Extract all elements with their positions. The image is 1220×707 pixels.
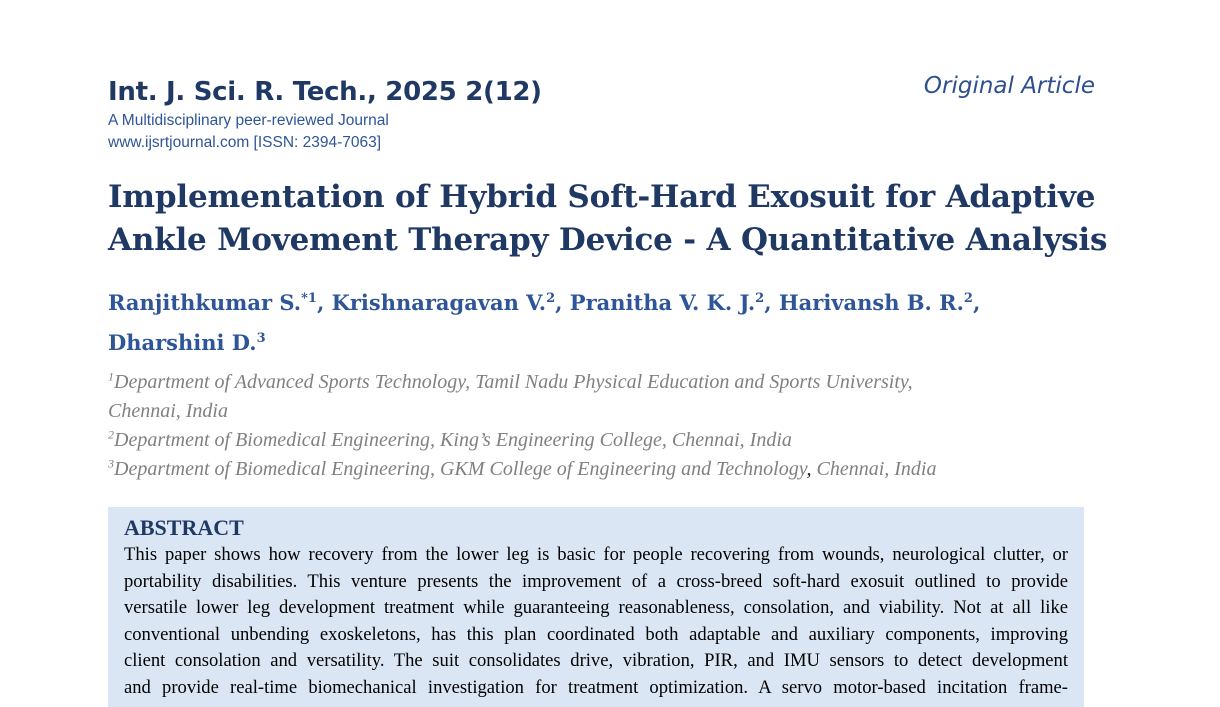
author-line bbox=[108, 283, 1108, 323]
abstract-line: This paper shows how recovery from the lower leg is basic for people recovering from wounds, neurological clutter, or bbox=[124, 544, 1068, 565]
journal-url-link[interactable]: www.ijsrtjournal.com [ISSN: 2394-7063] bbox=[108, 134, 382, 151]
affiliation-item-continued: Chennai, India bbox=[108, 400, 228, 422]
article-type-label: Original Article bbox=[923, 73, 1095, 99]
abstract-line: portability disabilities. This venture presents the improvement of a cross-breed soft-hard exosuit outlined to provide bbox=[124, 570, 1068, 592]
paper-title-line: Implementation of Hybrid Soft-Hard Exosuit for Adaptive bbox=[108, 179, 1096, 215]
abstract-line: and provide real-time biomechanical investigation for treatment optimization. A servo motor-based incitation frame- bbox=[124, 676, 1068, 698]
affiliation-item: $^2$Department of Biomedical Engineering, King’s Engineering College, Chennai, India bbox=[108, 427, 792, 451]
author-name: Krishnaragavan V.$^2$, bbox=[331, 290, 570, 315]
author-name: Pranitha V. K. J.$^2$, bbox=[569, 290, 779, 315]
affiliation-item: $^1$Department of Advanced Sports Technology, Tamil Nadu Physical Education and Sports University, bbox=[108, 369, 913, 393]
author-name: Ranjithkumar S.$^{*1}$, bbox=[108, 290, 332, 315]
author-list bbox=[108, 283, 1108, 363]
abstract-line: conventional unbending exoskeletons, has this plan coordinated both adaptable and auxiliary components, improving bbox=[124, 623, 1068, 645]
abstract-heading: ABSTRACT bbox=[124, 515, 244, 540]
journal-subtitle: A Multidisciplinary peer-reviewed Journal bbox=[108, 112, 389, 129]
affiliation-item: $^3$Department of Biomedical Engineering, GKM College of Engineering and Technology, Chennai, India bbox=[108, 456, 937, 480]
journal-title: Int. J. Sci. R. Tech., 2025 2(12) bbox=[108, 77, 542, 107]
author-name: Dharshini D.$^3$ bbox=[108, 330, 266, 355]
author-name: Harivansh B. R.$^2$, bbox=[778, 290, 981, 315]
abstract-text bbox=[124, 542, 1068, 702]
author-line bbox=[108, 323, 1108, 363]
abstract-box bbox=[108, 507, 1084, 707]
paper-title bbox=[108, 176, 1118, 262]
affiliation-list bbox=[108, 368, 1108, 484]
abstract-line: client consolation and versatility. The suit consolidates drive, vibration, PIR, and IMU sensors to detect development bbox=[124, 650, 1068, 672]
paper-title-line: Ankle Movement Therapy Device - A Quantitative Analysis bbox=[108, 222, 1108, 258]
header-block bbox=[108, 74, 542, 154]
abstract-line: versatile lower leg development treatment while guaranteeing reasonableness, consolation, and viability. Not at all like bbox=[124, 597, 1068, 619]
